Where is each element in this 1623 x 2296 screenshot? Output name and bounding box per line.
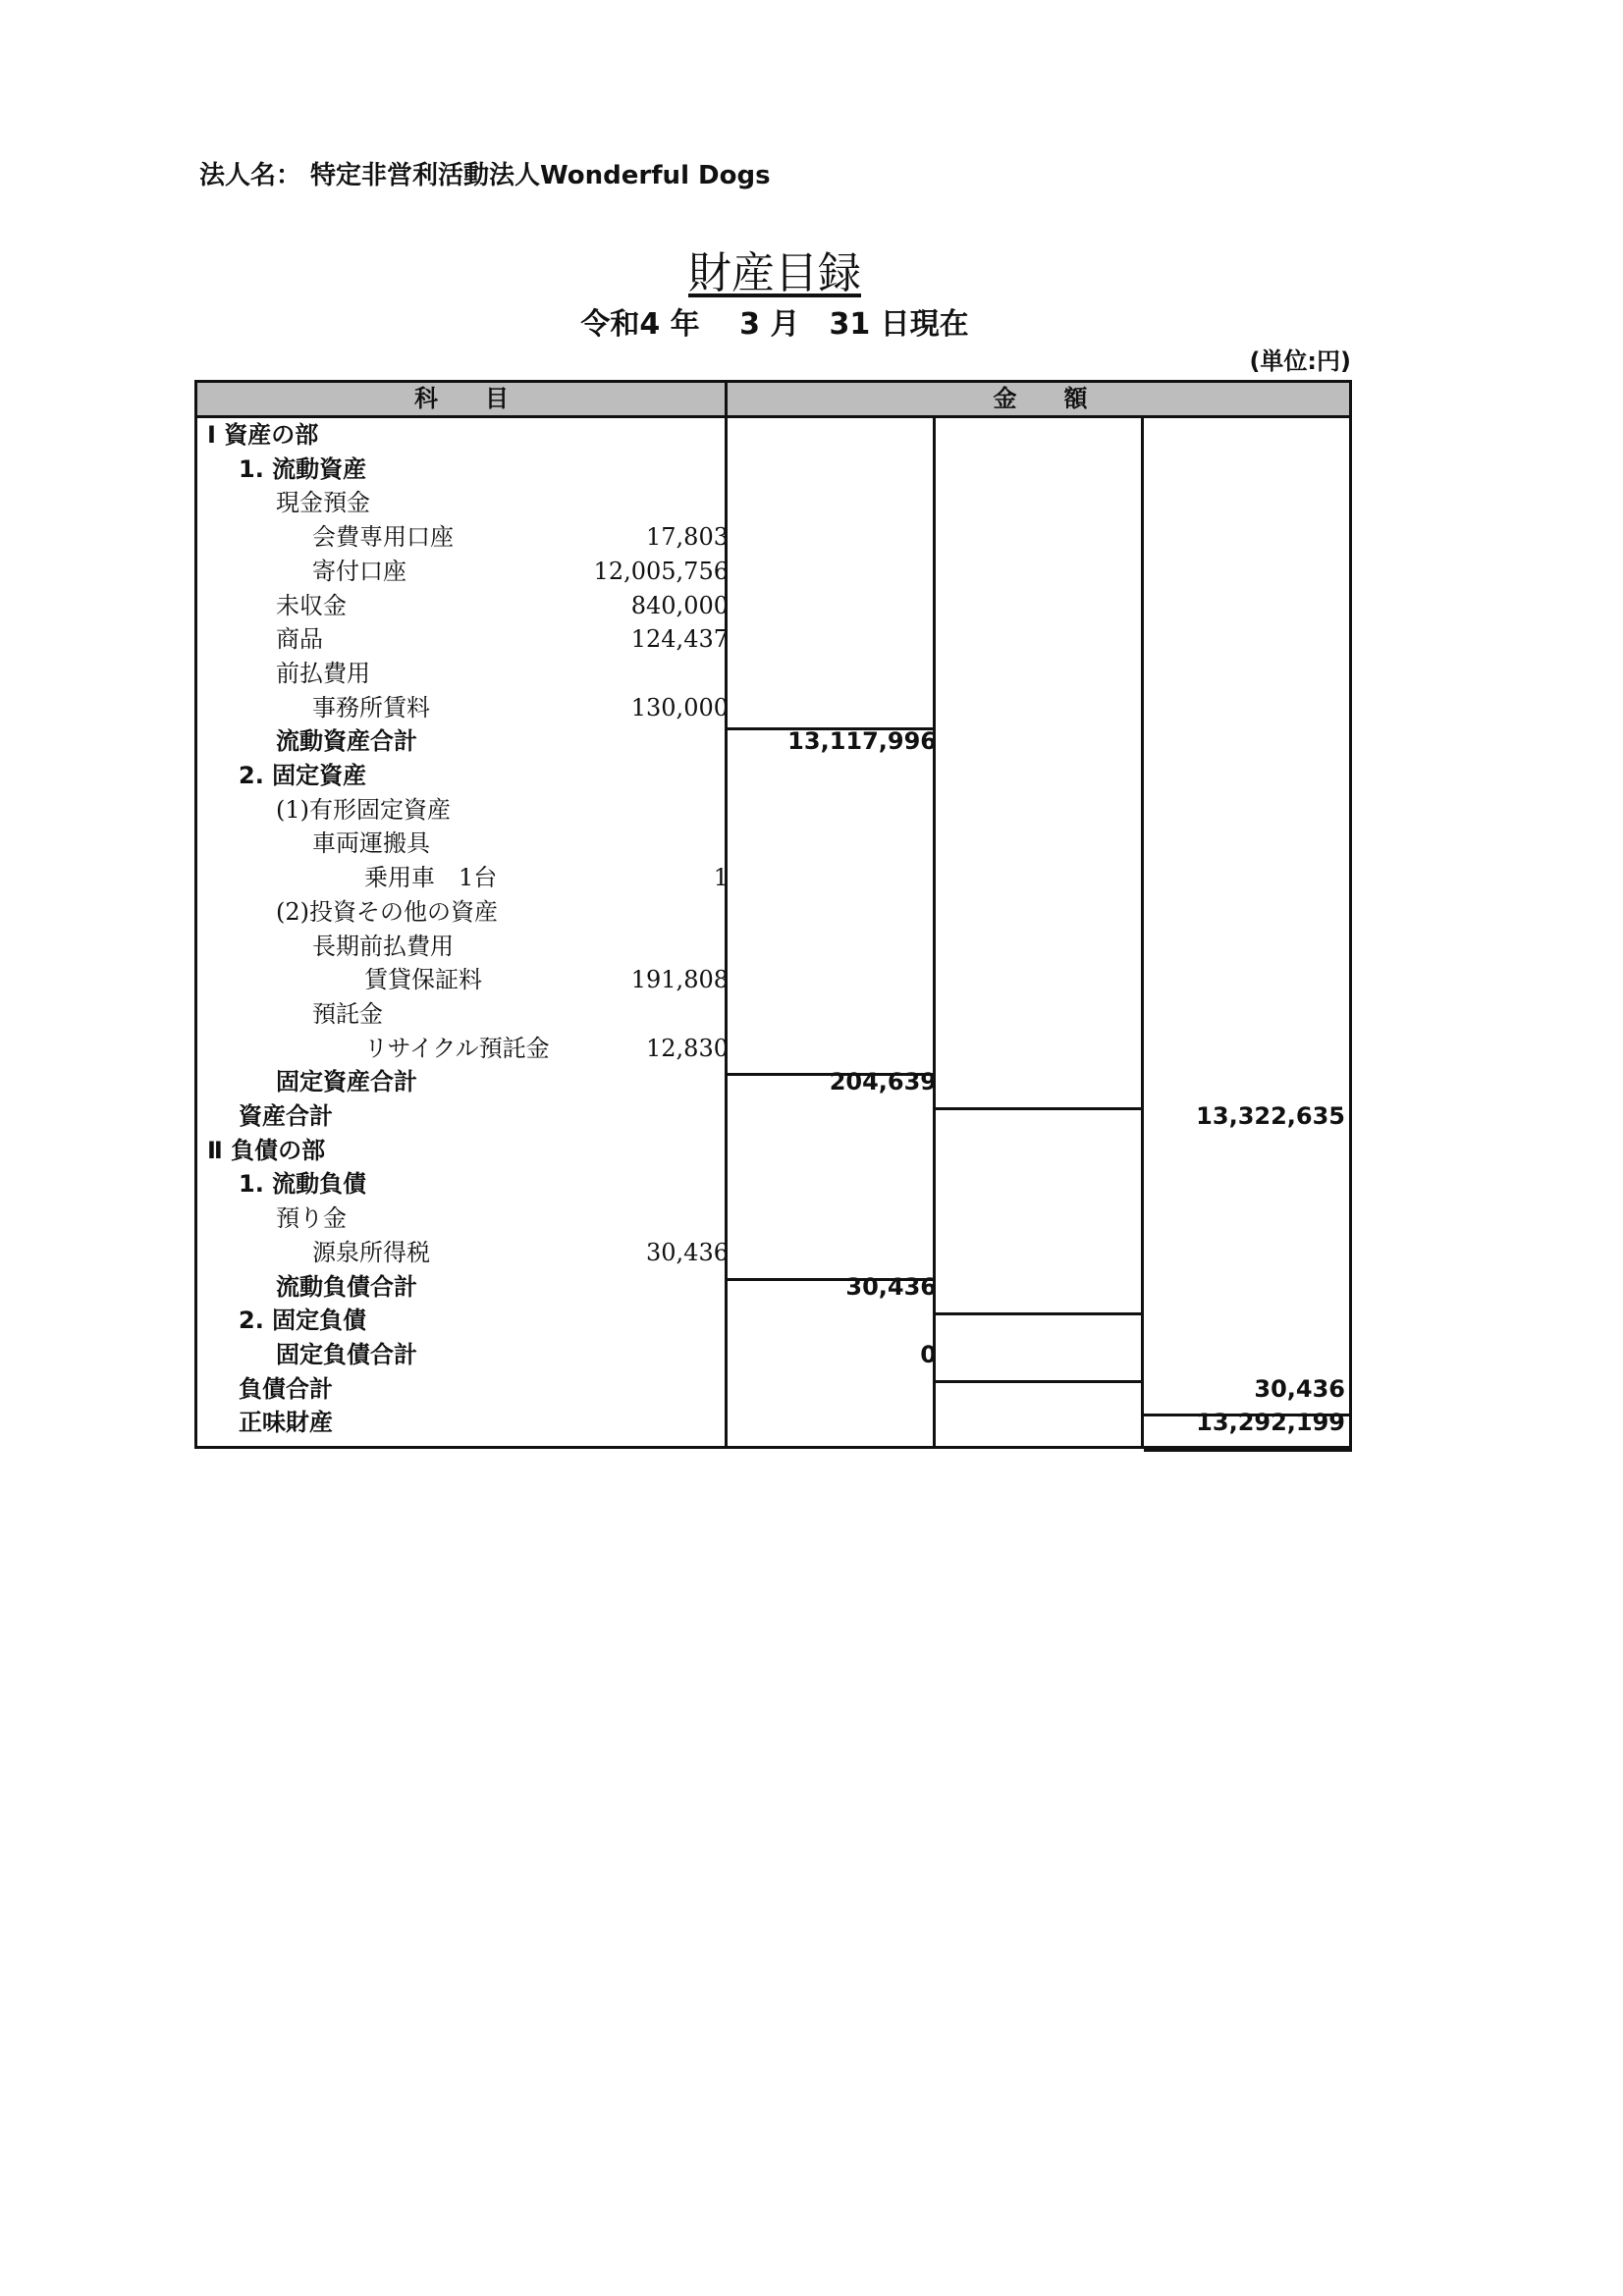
row-label: 商品: [276, 625, 323, 654]
table-row: [197, 1065, 1349, 1099]
amount-c2: 0: [920, 1340, 937, 1368]
table-row: [197, 759, 1349, 793]
table-header: [197, 383, 1349, 418]
table-row: [197, 453, 1349, 487]
amount-c1: 840,000: [630, 591, 729, 619]
row-label: 固定資産合計: [276, 1068, 417, 1096]
table-row: [197, 930, 1349, 964]
header-amount: 金 額: [993, 385, 1088, 412]
table-row: [197, 691, 1349, 725]
table-row: [197, 589, 1349, 623]
table-row: [197, 418, 1349, 453]
amount-c1: 124,437: [630, 625, 729, 654]
table-row: [197, 1134, 1349, 1168]
row-label: Ⅱ 負債の部: [207, 1136, 326, 1164]
row-label: 資産合計: [239, 1102, 333, 1130]
organization-name: 法人名： 特定非営利活動法人Wonderful Dogs: [199, 161, 771, 190]
table-row: [197, 1304, 1349, 1338]
document-title: [0, 238, 1549, 300]
amount-c2: 30,436: [845, 1272, 937, 1301]
table-row: [197, 555, 1349, 589]
row-label: (1)有形固定資産: [276, 795, 451, 824]
amount-c1: 130,000: [630, 693, 729, 721]
amount-c2: 13,117,996: [787, 727, 937, 756]
table-row: [197, 895, 1349, 930]
table-row: [197, 486, 1349, 520]
row-label: 会費専用口座: [312, 523, 454, 552]
unit-label: (単位:円): [1249, 347, 1351, 375]
row-label: (2)投資その他の資産: [276, 897, 498, 926]
table-row: [197, 1032, 1349, 1066]
row-label: 源泉所得税: [312, 1238, 430, 1266]
table-row: [197, 622, 1349, 657]
table-row: [197, 657, 1349, 691]
table-row: [197, 1372, 1349, 1407]
row-label: 負債合計: [239, 1374, 333, 1403]
double-underline-net-assets: [1144, 1449, 1352, 1452]
amount-c3: 13,292,199: [1196, 1409, 1345, 1437]
row-label: 前払費用: [276, 659, 370, 687]
amount-c1: 12,005,756: [593, 557, 729, 585]
table-row: [197, 1201, 1349, 1236]
row-label: 2. 固定資産: [239, 762, 367, 789]
amount-c3: 13,322,635: [1196, 1102, 1345, 1130]
table-row: [197, 520, 1349, 555]
amount-c1: 191,808: [630, 966, 729, 994]
table-row: [197, 827, 1349, 861]
row-label: 正味財産: [239, 1409, 333, 1437]
table-row: [197, 1236, 1349, 1270]
table-row: [197, 1338, 1349, 1372]
amount-c2: 204,639: [829, 1068, 937, 1096]
row-label: リサイクル預託金: [364, 1034, 550, 1062]
row-label: 車両運搬具: [312, 829, 430, 858]
table-row: [197, 963, 1349, 997]
amount-c1: 1: [713, 864, 729, 892]
table-row: [197, 1099, 1349, 1134]
row-label: 寄付口座: [312, 557, 406, 585]
table-row: [197, 997, 1349, 1032]
amount-c1: 12,830: [646, 1034, 729, 1062]
row-label: 流動負債合計: [276, 1272, 417, 1301]
row-label: 長期前払費用: [312, 932, 454, 960]
row-label: 事務所賃料: [312, 693, 430, 721]
table-row: [197, 1167, 1349, 1201]
row-label: 固定負債合計: [276, 1340, 417, 1368]
row-label: 預託金: [312, 999, 383, 1028]
row-label: 乗用車 1台: [364, 864, 498, 892]
row-label: 預り金: [276, 1204, 347, 1233]
as-of-date: 令和4 年 3 月 31 日現在: [580, 307, 969, 342]
row-label: 2. 固定負債: [239, 1307, 367, 1335]
row-label: 1. 流動負債: [239, 1170, 367, 1199]
table-row: [197, 724, 1349, 759]
property-inventory-table: [194, 380, 1352, 1449]
row-label: 流動資産合計: [276, 727, 417, 756]
row-label: 1. 流動資産: [239, 454, 367, 483]
row-label: 現金預金: [276, 489, 370, 517]
table-row: [197, 1270, 1349, 1305]
table-row: [197, 1406, 1349, 1440]
amount-c1: 30,436: [646, 1238, 729, 1266]
amount-c1: 17,803: [646, 523, 729, 552]
table-row: [197, 793, 1349, 828]
row-label: Ⅰ 資産の部: [207, 421, 319, 449]
row-label: 未収金: [276, 591, 347, 619]
document-title-text: 財産目録: [688, 248, 861, 298]
amount-c3: 30,436: [1254, 1374, 1345, 1403]
table-row: [197, 861, 1349, 895]
row-label: 賃貸保証料: [364, 966, 482, 994]
header-subject: 科 目: [414, 385, 509, 412]
